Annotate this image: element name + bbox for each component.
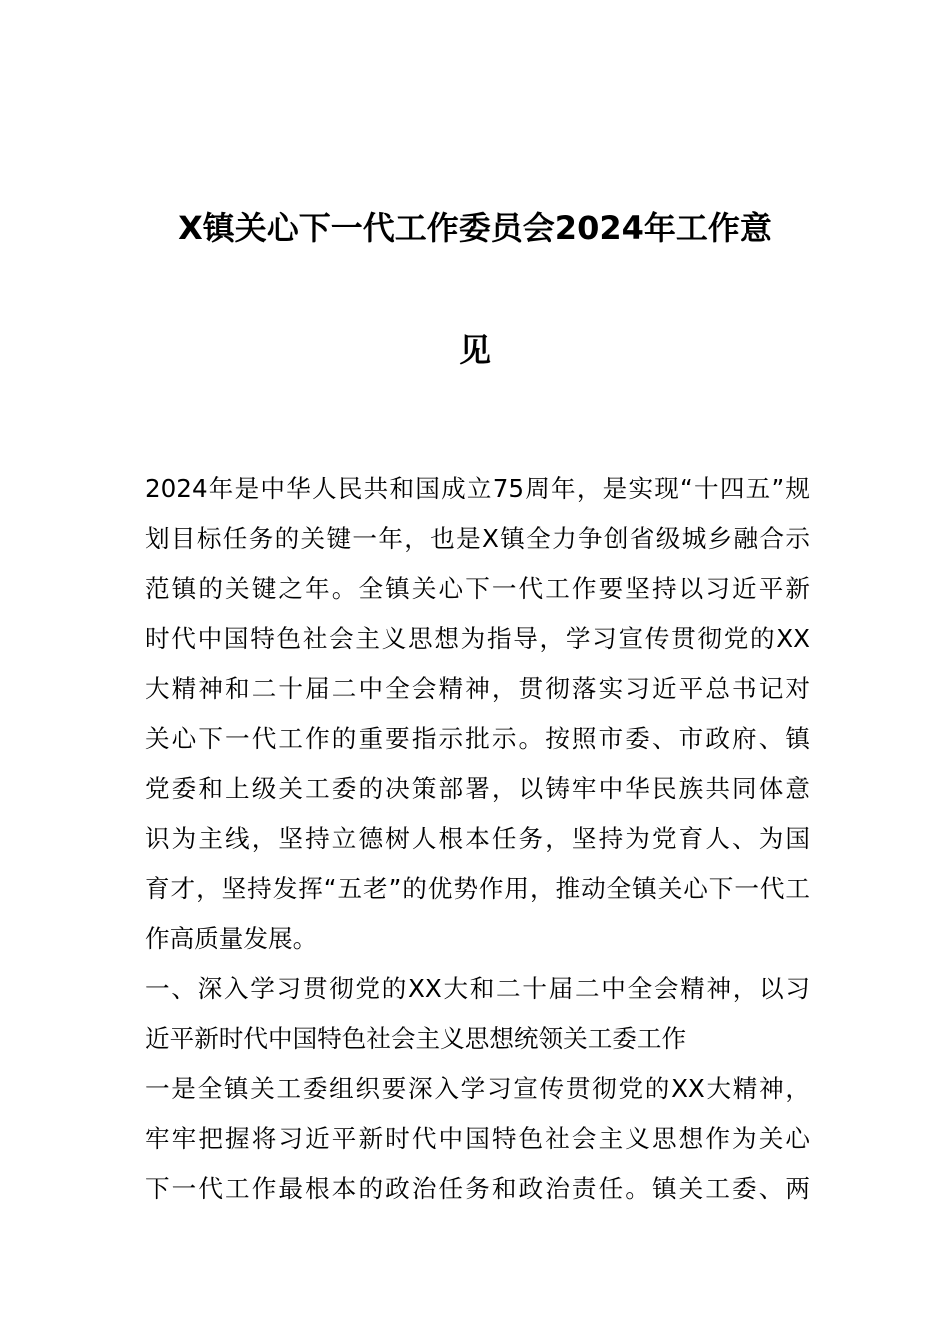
body-line-2: 划目标任务的关键一年，也是X镇全力争创省级城乡融合示 [145, 524, 810, 553]
body-line-9: 育才，坚持发挥“五老”的优势作用，推动全镇关心下一代工 [145, 874, 810, 903]
document-title-line-2: 见 [458, 331, 491, 369]
body-line-8: 识为主线，坚持立德树人根本任务，坚持为党育人、为国 [145, 824, 810, 853]
section-heading-line-1: 一、深入学习贯彻党的XX大和二十届二中全会精神，以习 [145, 974, 810, 1003]
body-line-14: 牢牢把握将习近平新时代中国特色社会主义思想作为关心 [145, 1124, 810, 1153]
document-title-line-1: X镇关心下一代工作委员会2024年工作意 [178, 209, 772, 247]
body-line-4: 时代中国特色社会主义思想为指导，学习宣传贯彻党的XX [145, 624, 810, 653]
body-line-10: 作高质量发展。 [145, 924, 318, 953]
body-line-15: 下一代工作最根本的政治任务和政治责任。镇关工委、两 [145, 1174, 810, 1203]
section-heading-line-2: 近平新时代中国特色社会主义思想统领关工委工作 [145, 1024, 687, 1053]
body-line-1: 2024年是中华人民共和国成立75周年，是实现“十四五”规 [145, 474, 810, 503]
body-line-6: 关心下一代工作的重要指示批示。按照市委、市政府、镇 [145, 724, 810, 753]
body-line-13: 一是全镇关工委组织要深入学习宣传贯彻党的XX大精神， [145, 1074, 810, 1103]
body-line-5: 大精神和二十届二中全会精神，贯彻落实习近平总书记对 [145, 674, 810, 703]
body-line-7: 党委和上级关工委的决策部署，以铸牢中华民族共同体意 [145, 774, 810, 803]
body-line-3: 范镇的关键之年。全镇关心下一代工作要坚持以习近平新 [145, 574, 810, 603]
